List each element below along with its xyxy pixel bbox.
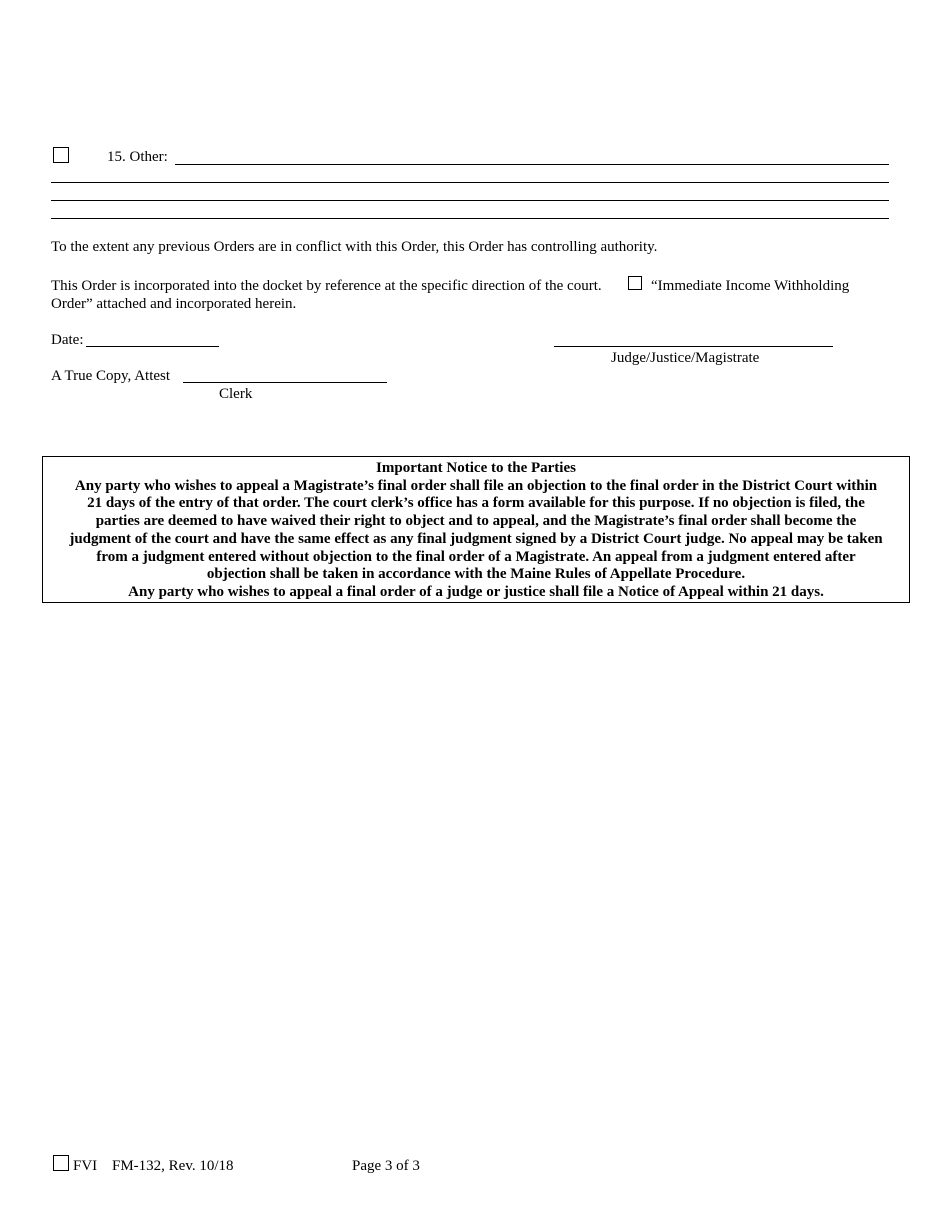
page-number: Page 3 of 3 — [352, 1158, 420, 1174]
conflict-paragraph: To the extent any previous Orders are in conflict with this Order, this Order has controlling authority. — [51, 239, 658, 255]
notice-line: Any party who wishes to appeal a final order of a judge or justice shall file a Notice of Appeal within 21 days. — [128, 583, 824, 600]
notice-line: Any party who wishes to appeal a Magistrate’s final order shall file an objection to the final order in the District Court within — [74, 477, 878, 494]
other-line-1[interactable] — [175, 164, 889, 165]
notice-line: from a judgment entered without objection to the final order of a Magistrate. An appeal from a judgment entered after — [96, 548, 856, 565]
attest-label: A True Copy, Attest — [51, 368, 171, 384]
other-label: 15. Other: — [107, 149, 168, 165]
date-label: Date: — [51, 332, 84, 348]
fvi-checkbox[interactable] — [53, 1155, 69, 1171]
fvi-label: FVI — [73, 1158, 98, 1174]
income-withholding-label: “Immediate Income Withholding — [651, 278, 850, 294]
notice-line: parties are deemed to have waived their right to object and to appeal, and the Magistrate’s final order shall become the — [95, 513, 857, 530]
notice-line: judgment of the court and have the same effect as any final judgment signed by a District Court judge. No appeal may be taken — [69, 530, 883, 547]
docket-paragraph-line2: Order” attached and incorporated herein. — [51, 296, 297, 312]
income-withholding-checkbox[interactable] — [628, 276, 642, 290]
other-line-4[interactable] — [51, 218, 889, 219]
judge-label: Judge/Justice/Magistrate — [611, 350, 760, 366]
date-line[interactable] — [86, 346, 219, 347]
notice-line: 21 days of the entry of that order. The court clerk’s office has a form available for this purpose. If no objection is filed, the — [87, 495, 865, 512]
docket-paragraph-line1: This Order is incorporated into the docket by reference at the specific direction of the court. — [51, 278, 602, 294]
judge-signature-line[interactable] — [554, 346, 833, 347]
clerk-label: Clerk — [219, 386, 253, 402]
other-line-3[interactable] — [51, 200, 889, 201]
notice-line: objection shall be taken in accordance with the Maine Rules of Appellate Procedure. — [206, 566, 746, 583]
other-line-2[interactable] — [51, 182, 889, 183]
clerk-signature-line[interactable] — [183, 382, 387, 383]
form-id: FM-132, Rev. 10/18 — [112, 1158, 234, 1174]
notice-title: Important Notice to the Parties — [376, 460, 576, 476]
other-checkbox[interactable] — [53, 147, 69, 163]
important-notice-box — [42, 456, 910, 603]
